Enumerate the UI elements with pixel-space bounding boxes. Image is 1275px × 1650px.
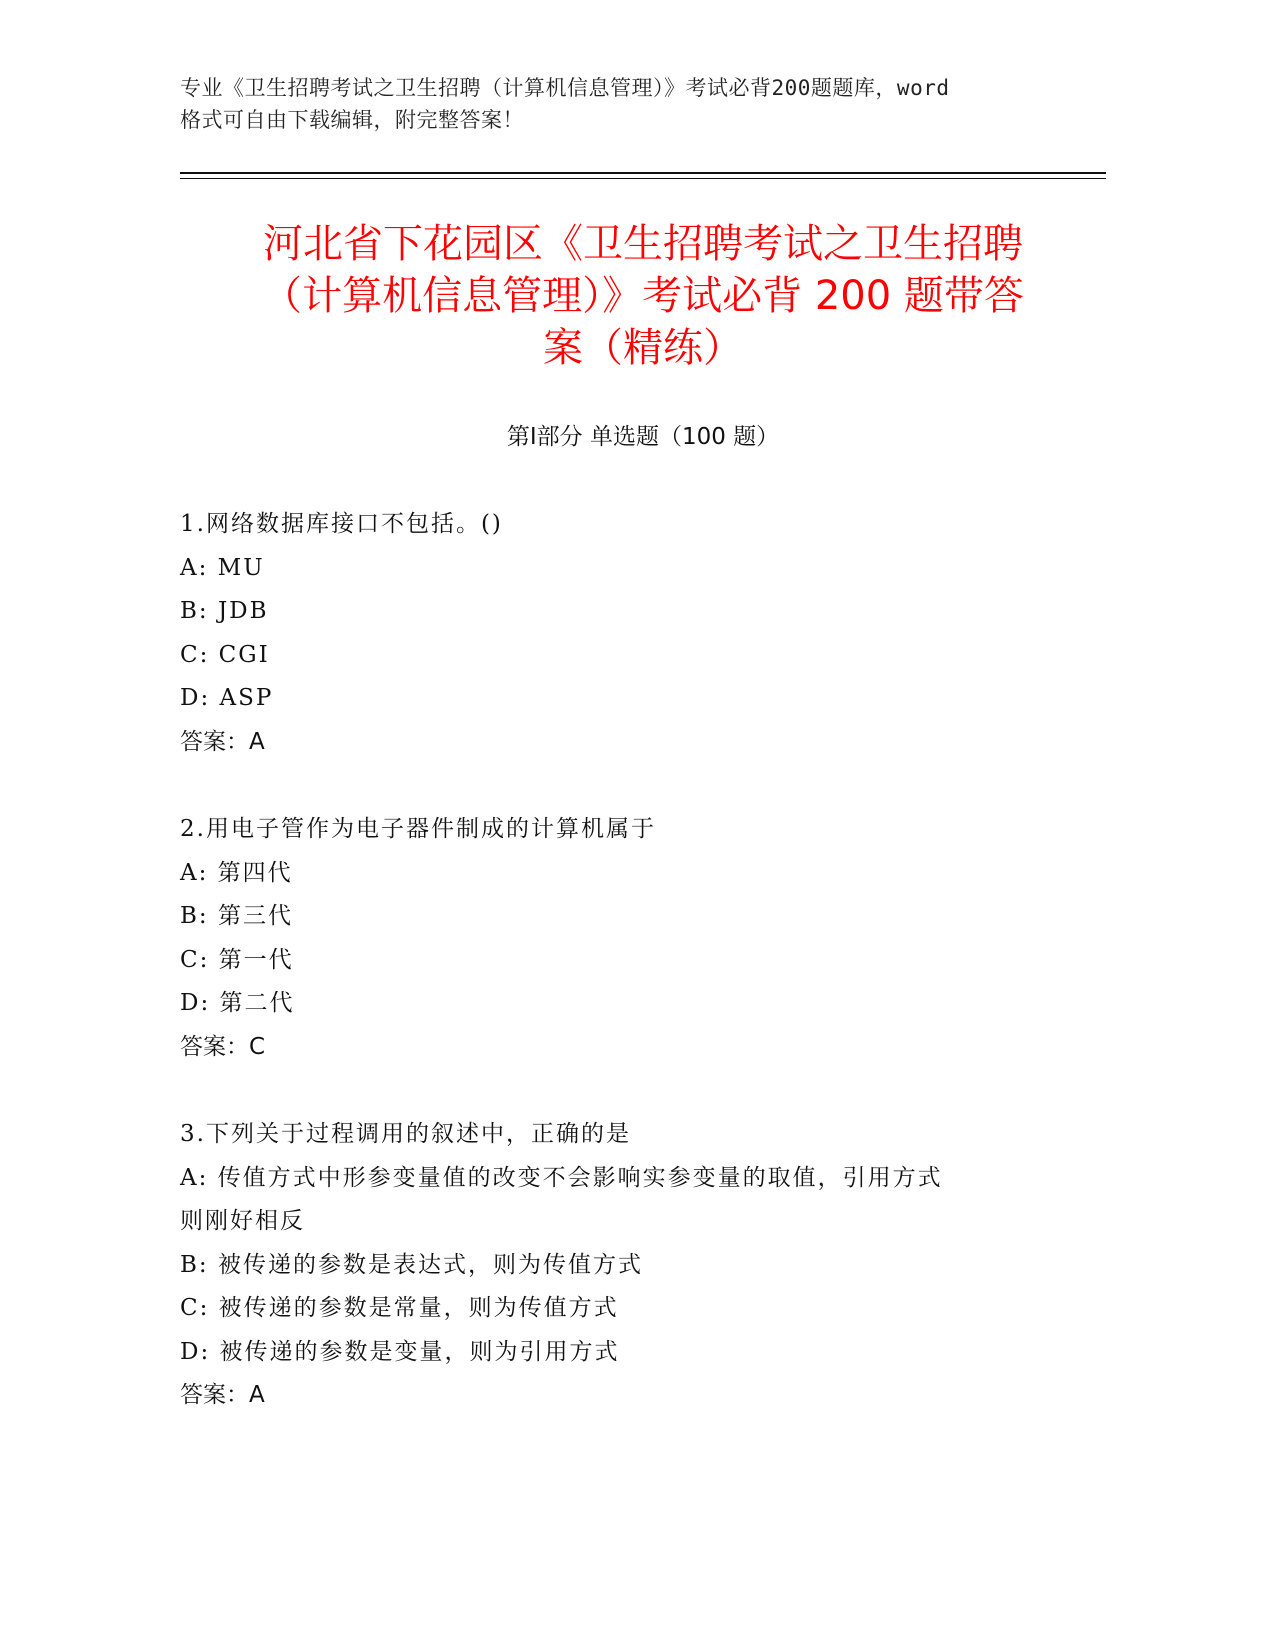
answer: 答案：C xyxy=(180,1033,266,1060)
option-b: B: 第三代 xyxy=(180,903,293,929)
option-d: D: 第二代 xyxy=(180,990,295,1016)
option-d: D: ASP xyxy=(180,685,274,711)
question-stem: 1.网络数据库接口不包括。() xyxy=(180,511,503,537)
document-title-line-1: 河北省下花园区《卫生招聘考试之卫生招聘 xyxy=(263,221,1023,267)
document-title xyxy=(180,218,1106,374)
question-stem: 3.下列关于过程调用的叙述中，正确的是 xyxy=(180,1121,631,1147)
header-note-line-2: 格式可自由下载编辑，附完整答案！ xyxy=(180,108,524,132)
option-d: D: 被传递的参数是变量，则为引用方式 xyxy=(180,1338,620,1365)
option-c: C: 被传递的参数是常量，则为传值方式 xyxy=(180,1295,619,1321)
question-3 xyxy=(180,1113,1050,1418)
document-title-line-2: （计算机信息管理）》考试必背 200 题带答 xyxy=(262,273,1024,319)
option-b: B: JDB xyxy=(180,598,269,624)
document-title-line-3: 案（精练） xyxy=(543,325,743,371)
header-note xyxy=(180,72,1060,136)
header-divider-thin xyxy=(180,178,1106,179)
header-note-line-1: 专业《卫生招聘考试之卫生招聘（计算机信息管理）》考试必背200题题库，word xyxy=(180,76,950,100)
section-heading: 第Ⅰ部分 单选题（100 题） xyxy=(506,424,780,450)
option-c: C: 第一代 xyxy=(180,946,294,973)
answer: 答案：A xyxy=(180,728,265,755)
question-stem: 2.用电子管作为电子器件制成的计算机属于 xyxy=(180,816,656,842)
option-a: A: 第四代 xyxy=(180,859,293,886)
option-b: B: 被传递的参数是表达式，则为传值方式 xyxy=(180,1251,643,1278)
option-a-continuation: 则刚好相反 xyxy=(180,1208,305,1234)
question-1 xyxy=(180,503,1050,764)
answer: 答案：A xyxy=(180,1382,265,1408)
option-a: A: MU xyxy=(180,554,265,581)
question-2 xyxy=(180,808,1050,1069)
option-a: A: 传值方式中形参变量值的改变不会影响实参变量的取值，引用方式 xyxy=(180,1164,943,1191)
option-c: C: CGI xyxy=(180,641,270,668)
header-divider-thick xyxy=(180,172,1106,174)
